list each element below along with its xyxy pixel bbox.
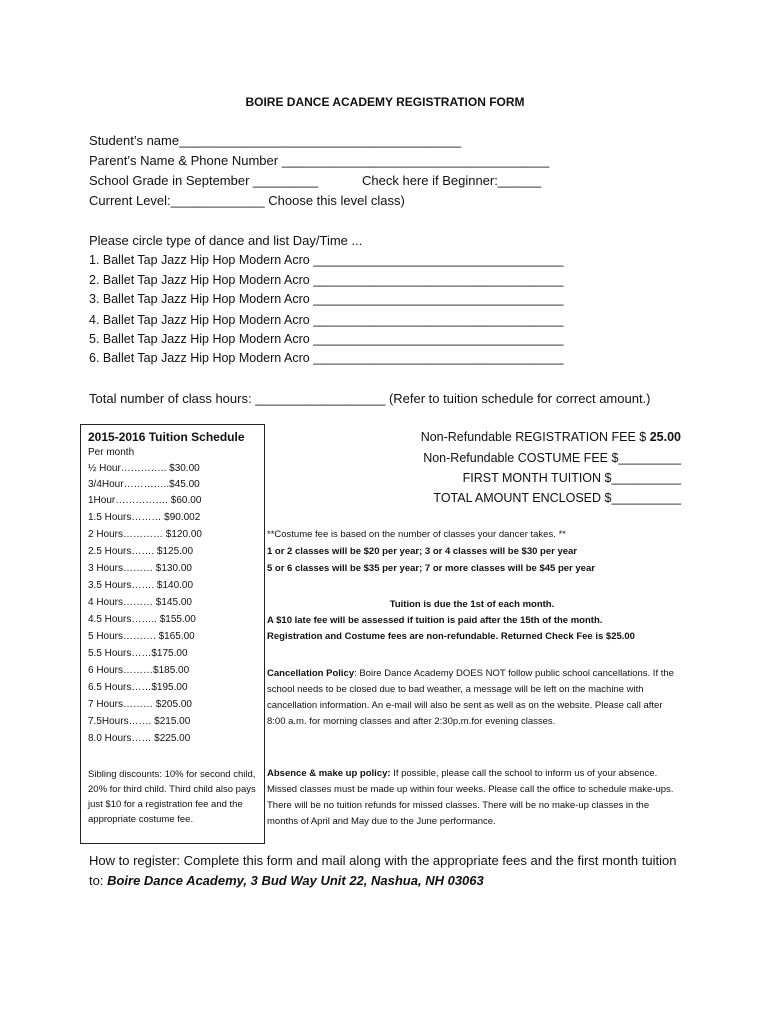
sibling-discounts: Sibling discounts: 10% for second child, 20% for third child. Third child also pays just $10 for a registration fee and the appropriate costume fee. (88, 769, 256, 825)
schedule-row: 3 Hours……… $130.00 (88, 563, 192, 574)
dance-row[interactable]: 2. Ballet Tap Jazz Hip Hop Modern Acro ____________________________________ (89, 273, 564, 287)
schedule-row: 7 Hours……… $205.00 (88, 699, 192, 710)
schedule-per-month: Per month (88, 447, 135, 458)
costume-fee-field[interactable]: Non-Refundable COSTUME FEE $_________ (423, 451, 681, 465)
schedule-row: 1.5 Hours……… $90.002 (88, 512, 201, 523)
total-hours-field[interactable]: Total number of class hours: __________________ (Refer to tuition schedule for correct amount.) (89, 391, 651, 406)
costume-tier-2: 5 or 6 classes will be $35 per year; 7 or more classes will be $45 per year (267, 563, 595, 574)
schedule-title: 2015-2016 Tuition Schedule (88, 430, 245, 444)
dance-row[interactable]: 4. Ballet Tap Jazz Hip Hop Modern Acro ____________________________________ (89, 313, 564, 327)
first-month-tuition-field[interactable]: FIRST MONTH TUITION $__________ (462, 471, 681, 485)
register-instructions: How to register: Complete this form and mail along with the appropriate fees and the first month tuition (89, 853, 677, 868)
costume-note: **Costume fee is based on the number of classes your dancer takes. ** (267, 529, 566, 540)
beginner-checkbox-field[interactable]: Check here if Beginner:______ (362, 173, 542, 188)
school-grade-field[interactable]: School Grade in September _________ (89, 173, 319, 188)
cancellation-label: Cancellation Policy (267, 668, 355, 679)
schedule-row: 3/4Hour…………..$45.00 (88, 479, 200, 490)
absence-text: If possible, please call the school to inform us of your absence. Missed classes must be made up within four weeks. Please call the office to schedule make-ups. There will be no tuition refunds for missed classes. There will be no make-up classes in the months of April and May due to the June performance. (267, 768, 674, 827)
tuition-due: Tuition is due the 1st of each month. (389, 599, 555, 610)
schedule-row: 1Hour……………. $60.00 (88, 495, 202, 506)
tuition-schedule-box (80, 424, 265, 844)
registration-fee (421, 430, 681, 444)
schedule-row: ½ Hour………….. $30.00 (88, 463, 200, 474)
dance-prompt: Please circle type of dance and list Day/Time ... (89, 233, 363, 248)
schedule-row: 4 Hours……… $145.00 (88, 597, 192, 608)
current-level-field[interactable]: Current Level:_____________ Choose this level class) (89, 193, 405, 208)
registration-fee-amount: 25.00 (649, 430, 681, 444)
schedule-row: 6.5 Hours……$195.00 (88, 682, 188, 693)
student-name-field[interactable]: Student’s name_______________________________________ (89, 133, 462, 148)
schedule-row: 7.5Hours……. $215.00 (88, 716, 191, 727)
dance-row[interactable]: 5. Ballet Tap Jazz Hip Hop Modern Acro ____________________________________ (89, 332, 564, 346)
absence-policy (267, 766, 682, 830)
absence-label: Absence & make up policy: (267, 768, 391, 779)
register-prefix: to: (89, 873, 108, 888)
schedule-row: 2.5 Hours……. $125.00 (88, 546, 194, 557)
register-address-line (89, 873, 484, 888)
registration-fee-label: Non-Refundable REGISTRATION FEE $ (420, 430, 650, 444)
dance-row[interactable]: 6. Ballet Tap Jazz Hip Hop Modern Acro ____________________________________ (89, 351, 564, 365)
costume-tier-1: 1 or 2 classes will be $20 per year; 3 or 4 classes will be $30 per year (267, 546, 577, 557)
schedule-row: 4.5 Hours…….. $155.00 (88, 614, 196, 625)
mailing-address: Boire Dance Academy, 3 Bud Way Unit 22, Nashua, NH 03063 (107, 873, 484, 888)
cancellation-text: : Boire Dance Academy DOES NOT follow public school cancellations. If the school needs to be closed due to bad weather, a message will be left on the machine with cancellation information. An e-mail will also be sent as well as on the website. Please call after 8:00 a.m. for morning classes and after 2:30p.m.for evening classes. (267, 668, 674, 727)
schedule-row: 6 Hours………$185.00 (88, 665, 190, 676)
schedule-row: 5 Hours………. $165.00 (88, 631, 195, 642)
form-title: BOIRE DANCE ACADEMY REGISTRATION FORM (245, 95, 525, 109)
late-fee: A $10 late fee will be assessed if tuition is paid after the 15th of the month. (267, 615, 603, 626)
schedule-row: 2 Hours………… $120.00 (88, 529, 202, 540)
cancellation-policy (267, 666, 682, 730)
parent-name-phone-field[interactable]: Parent’s Name & Phone Number _____________________________________ (89, 153, 550, 168)
schedule-row: 5.5 Hours……$175.00 (88, 648, 188, 659)
dance-row[interactable]: 1. Ballet Tap Jazz Hip Hop Modern Acro ____________________________________ (89, 253, 564, 267)
nonrefundable-note: Registration and Costume fees are non-refundable. Returned Check Fee is $25.00 (267, 631, 635, 642)
total-enclosed-field[interactable]: TOTAL AMOUNT ENCLOSED $__________ (433, 491, 681, 505)
dance-row[interactable]: 3. Ballet Tap Jazz Hip Hop Modern Acro ____________________________________ (89, 292, 564, 306)
schedule-row: 8.0 Hours…… $225.00 (88, 733, 191, 744)
schedule-row: 3.5 Hours……. $140.00 (88, 580, 194, 591)
